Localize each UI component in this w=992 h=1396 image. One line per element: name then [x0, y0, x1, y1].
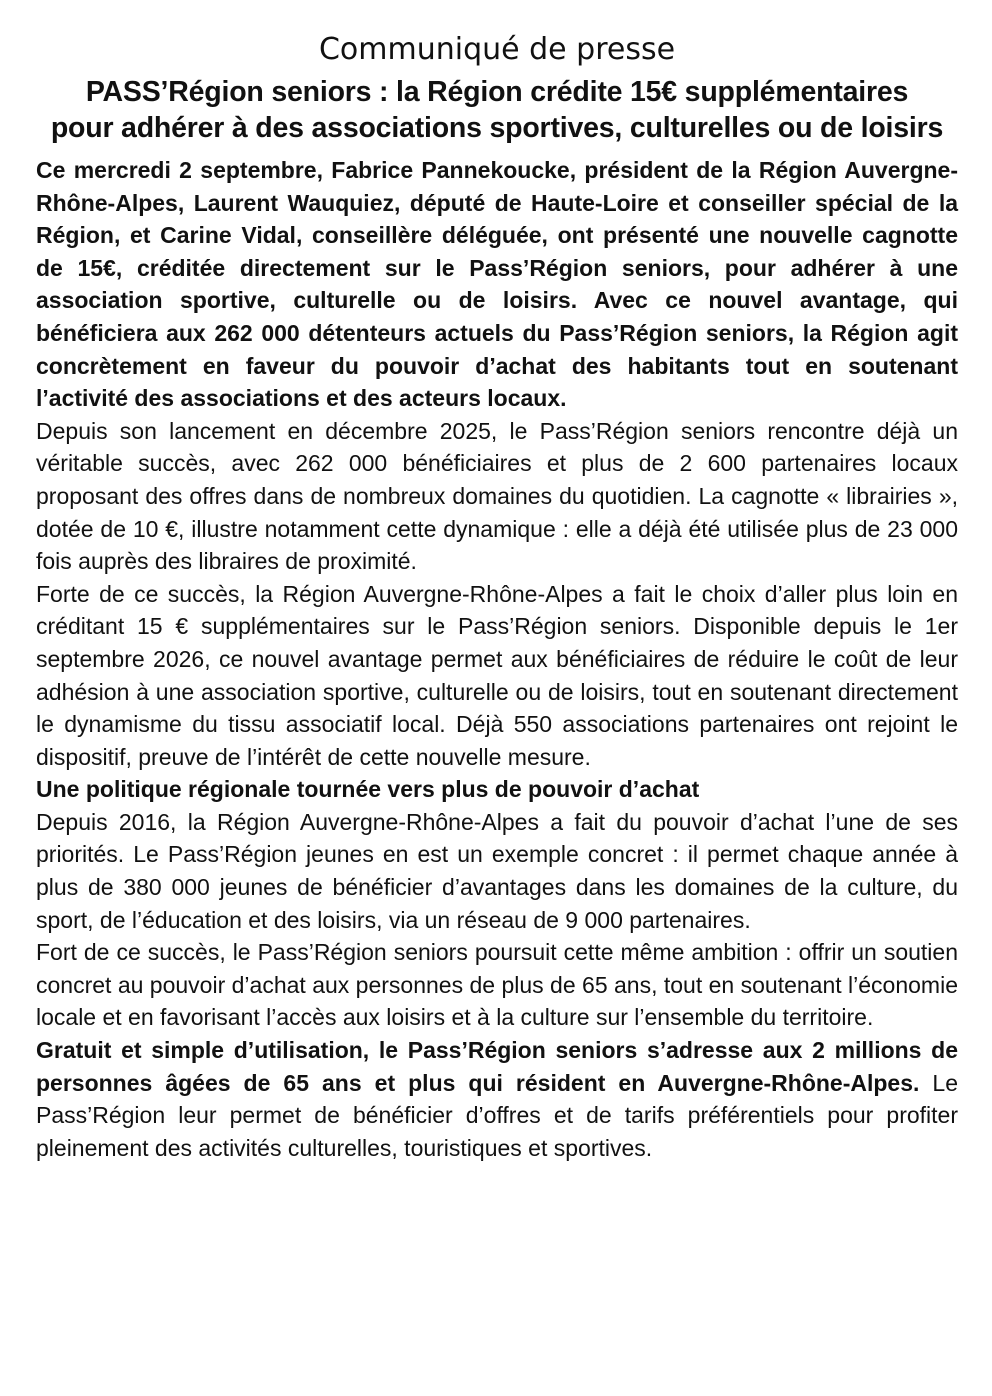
- press-release-page: [36, 30, 958, 1164]
- body-paragraph-5: [36, 1034, 958, 1164]
- page-title: [36, 74, 958, 146]
- section-heading: Une politique régionale tournée vers plus de pouvoir d’achat: [36, 776, 700, 803]
- headline-line-2: pour adhérer à des associations sportives, culturelles ou de loisirs: [50, 112, 944, 144]
- body-paragraph-1: Depuis son lancement en décembre 2025, le Pass’Région seniors rencontre déjà un véritable succès, avec 262 000 bénéficiaires et plus de 2 600 partenaires locaux proposant des offres dans de nombreux domaines du quotidien. La cagnotte « librairies », dotée de 10 €, illustre notamment cette dynamique : elle a déjà été utilisée plus de 23 000 fois auprès des libraires de proximité.: [36, 417, 958, 575]
- body-paragraph-5-bold: Gratuit et simple d’utilisation, le Pass’Région seniors s’adresse aux 2 millions de personnes âgées de 65 ans et plus qui résident en Auvergne-Rhône-Alpes.: [36, 1037, 958, 1096]
- body-paragraph-5-text: Le Pass’Région leur permet de bénéficier d’offres et de tarifs préférentiels pour profiter pleinement des activités culturelles, touristiques et sportives.: [36, 1069, 958, 1161]
- body-paragraph-2: Forte de ce succès, la Région Auvergne-Rhône-Alpes a fait le choix d’aller plus loin en créditant 15 € supplémentaires sur le Pass’Région seniors. Disponible depuis le 1er septembre 2026, ce nouvel avantage permet aux bénéficiaires de réduire le coût de leur adhésion à une association sportive, culturelle ou de loisirs, tout en soutenant directement le dynamisme du tissu associatif local. Déjà 550 associations partenaires ont rejoint le dispositif, preuve de l’intérêt de cette nouvelle mesure.: [36, 580, 958, 770]
- document-kicker: Communiqué de presse: [318, 32, 676, 67]
- body-paragraph-4: Fort de ce succès, le Pass’Région seniors poursuit cette même ambition : offrir un soutien concret au pouvoir d’achat aux personnes de plus de 65 ans, tout en soutenant l’économie locale et en favorisant l’accès aux loisirs et à la culture sur l’ensemble du territoire.: [36, 939, 958, 1031]
- headline-line-1: PASS’Région seniors : la Région crédite 15€ supplémentaires: [85, 76, 909, 108]
- body-paragraph-3: Depuis 2016, la Région Auvergne-Rhône-Alpes a fait du pouvoir d’achat l’une de ses priorités. Le Pass’Région jeunes en est un exemple concret : il permet chaque année à plus de 380 000 jeunes de bénéficier d’avantages dans les domaines de la culture, du sport, de l’éducation et des loisirs, via un réseau de 9 000 partenaires.: [36, 808, 958, 933]
- lead-paragraph: Ce mercredi 2 septembre, Fabrice Pannekoucke, président de la Région Auvergne-Rhône-Alpes, Laurent Wauquiez, député de Haute-Loire et conseiller spécial de la Région, et Carine Vidal, conseillère déléguée, ont présenté une nouvelle cagnotte de 15€, créditée directement sur le Pass’Région seniors, pour adhérer à une association sportive, culturelle ou de loisirs. Avec ce nouvel avantage, qui bénéficiera aux 262 000 détenteurs actuels du Pass’Région seniors, la Région agit concrètement en faveur du pouvoir d’achat des habitants tout en soutenant l’activité des associations et des acteurs locaux.: [36, 157, 958, 412]
